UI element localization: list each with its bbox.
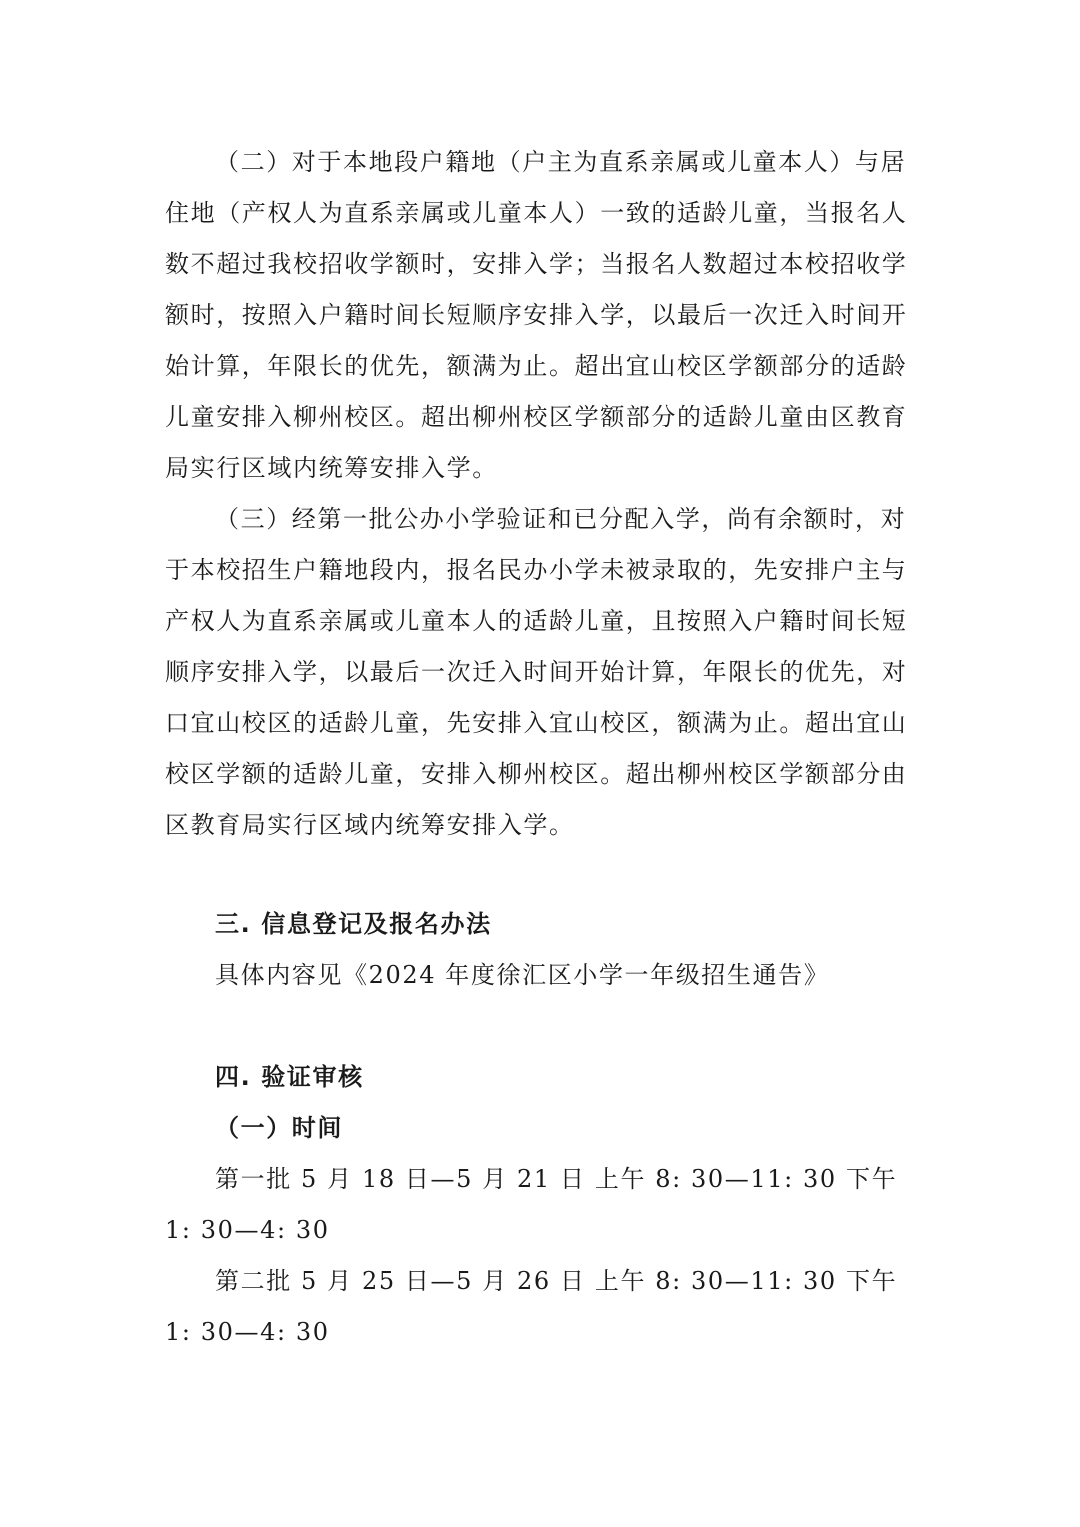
paragraph-section2-item3: （三）经第一批公办小学验证和已分配入学，尚有余额时，对于本校招生户籍地段内，报名民办小学未被录取的，先安排户主与产权人为直系亲属或儿童本人的适龄儿童，且按照入户籍时间长短顺序安排入学，以最后一次迁入时间开始计算，年限长的优先，对口宜山校区的适龄儿童，先安排入宜山校区，额满为止。超出宜山校区学额的适龄儿童，安排入柳州校区。超出柳州校区学额部分由区教育局实行区域内统筹安排入学。: [165, 505, 908, 839]
schedule-batch-1: 第一批 5 月 18 日—5 月 21 日 上午 8: 30—11: 30 下午 1: 30—4: 30: [165, 1165, 898, 1244]
section4-subheading-time: （一）时间: [215, 1114, 343, 1142]
section4-heading: 四. 验证审核: [215, 1063, 364, 1091]
section3-body: 具体内容见《2024 年度徐汇区小学一年级招生通告》: [215, 961, 830, 989]
schedule-batch-2: 第二批 5 月 25 日—5 月 26 日 上午 8: 30—11: 30 下午 1: 30—4: 30: [165, 1267, 898, 1346]
paragraph-section2-item2: （二）对于本地段户籍地（户主为直系亲属或儿童本人）与居住地（产权人为直系亲属或儿童本人）一致的适龄儿童，当报名人数不超过我校招收学额时，安排入学；当报名人数超过本校招收学额时，按照入户籍时间长短顺序安排入学，以最后一次迁入时间开始计算，年限长的优先，额满为止。超出宜山校区学额部分的适龄儿童安排入柳州校区。超出柳州校区学额部分的适龄儿童由区教育局实行区域内统筹安排入学。: [165, 148, 908, 482]
section3-heading: 三. 信息登记及报名办法: [215, 910, 492, 938]
